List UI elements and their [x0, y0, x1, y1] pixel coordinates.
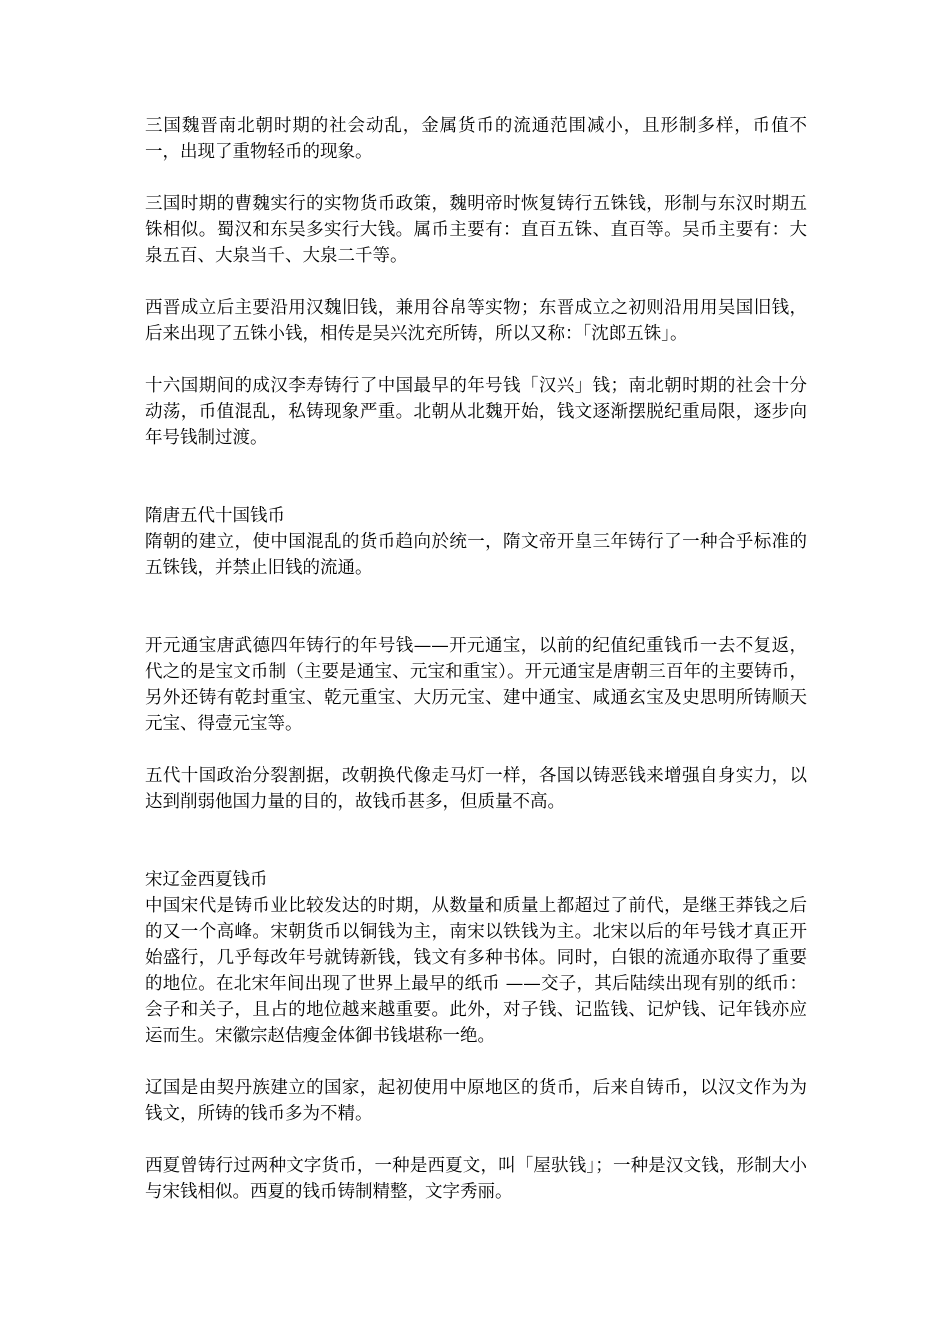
paragraph: 开元通宝唐武德四年铸行的年号钱——开元通宝，以前的纪值纪重钱币一去不复返，代之的是宝文币制（主要是通宝、元宝和重宝）。开元通宝是唐朝三百年的主要铸币，另外还铸有乾封重宝、乾元重宝、大历元宝、建中通宝、咸通玄宝及史思明所铸顺天元宝、得壹元宝等。	[145, 636, 807, 734]
paragraph: 西晋成立后主要沿用汉魏旧钱，兼用谷帛等实物；东晋成立之初则沿用用吴国旧钱，后来出现了五铢小钱，相传是吴兴沈充所铸，所以又称：「沈郎五铢」。	[145, 298, 807, 344]
paragraph-spacer	[145, 1049, 807, 1075]
paragraph-spacer	[145, 165, 807, 191]
paragraph-spacer	[145, 581, 807, 633]
section-spacer	[145, 451, 807, 503]
paragraph: 三国时期的曹魏实行的实物货币政策，魏明帝时恢复铸行五铢钱，形制与东汉时期五铢相似。蜀汉和东吴多实行大钱。属币主要有：直百五铢、直百等。吴币主要有：大泉五百、大泉当千、大泉二千等。	[145, 194, 807, 266]
paragraph: 辽国是由契丹族建立的国家，起初使用中原地区的货币，后来自铸币，以汉文作为为钱文，所铸的钱币多为不精。	[145, 1078, 807, 1124]
paragraph-spacer	[145, 737, 807, 763]
paragraph: 隋朝的建立，使中国混乱的货币趋向於统一，隋文帝开皇三年铸行了一种合乎标准的五铢钱，并禁止旧钱的流通。	[145, 532, 807, 578]
document-body	[145, 113, 807, 1205]
paragraph: 中国宋代是铸币业比较发达的时期，从数量和质量上都超过了前代，是继王莽钱之后的又一个高峰。宋朝货币以铜钱为主，南宋以铁钱为主。北宋以后的年号钱才真正开始盛行，几乎每改年号就铸新钱，钱文有多种书体。同时，白银的流通亦取得了重要的地位。在北宋年间出现了世界上最早的纸币 ——交子，其后陆续出现有别的纸币：会子和关子，且占的地位越来越重要。此外，对子钱、记监钱、记炉钱、记年钱亦应运而生。宋徽宗赵佶瘦金体御书钱堪称一绝。	[145, 896, 807, 1046]
paragraph-spacer	[145, 269, 807, 295]
paragraph: 西夏曾铸行过两种文字货币，一种是西夏文，叫「屋驮钱」；一种是汉文钱，形制大小与宋钱相似。西夏的钱币铸制精整，文字秀丽。	[145, 1156, 807, 1202]
section-heading: 隋唐五代十国钱币	[145, 506, 285, 526]
paragraph: 三国魏晋南北朝时期的社会动乱，金属货币的流通范围减小，且形制多样，币值不一，出现了重物轻币的现象。	[145, 116, 807, 162]
section-heading: 宋辽金西夏钱币	[145, 870, 268, 890]
section-spacer	[145, 815, 807, 867]
paragraph: 十六国期间的成汉李寿铸行了中国最早的年号钱「汉兴」钱；南北朝时期的社会十分动荡，币值混乱，私铸现象严重。北朝从北魏开始，钱文逐渐摆脱纪重局限，逐步向年号钱制过渡。	[145, 376, 807, 448]
paragraph: 五代十国政治分裂割据，改朝换代像走马灯一样，各国以铸恶钱来增强自身实力，以达到削弱他国力量的目的，故钱币甚多，但质量不高。	[145, 766, 807, 812]
paragraph-spacer	[145, 1127, 807, 1153]
paragraph-spacer	[145, 347, 807, 373]
